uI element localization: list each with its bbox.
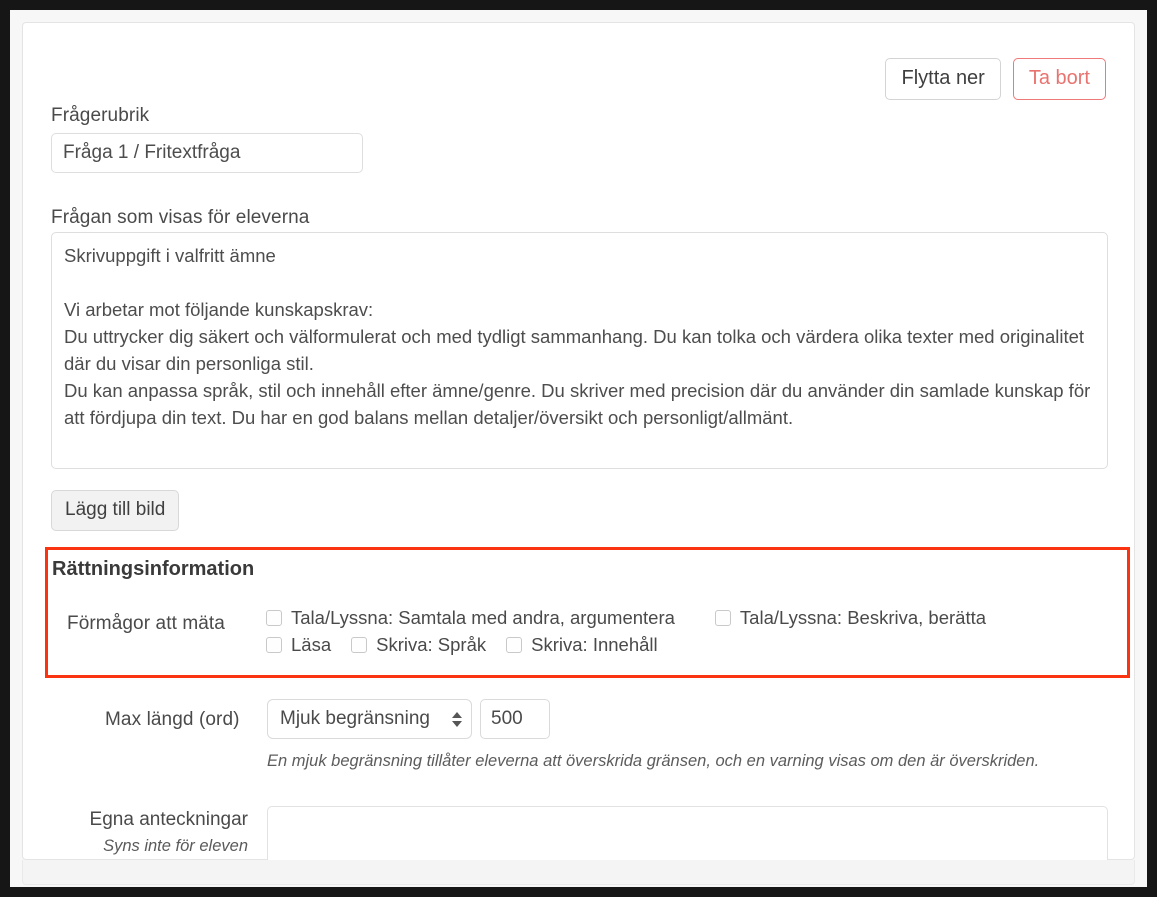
max-length-label: Max längd (ord) <box>105 709 240 730</box>
question-body-textarea[interactable] <box>51 232 1108 469</box>
checkbox-label: Tala/Lyssna: Beskriva, berätta <box>739 607 987 628</box>
card-footer <box>22 860 1135 885</box>
checkbox-tala-lyssna-samtala[interactable] <box>266 607 675 629</box>
page-background <box>10 10 1147 887</box>
stepper-arrows-icon[interactable] <box>452 712 462 727</box>
max-length-helper-text: En mjuk begränsning tillåter eleverna att överskrida gränsen, och en varning visas om den är överskriden. <box>267 752 1040 770</box>
grading-section-heading: Rättningsinformation <box>52 558 255 580</box>
checkbox-tala-lyssna-beskriva[interactable] <box>715 607 986 629</box>
checkbox-label: Läsa <box>291 634 332 655</box>
checkbox-lasa[interactable] <box>266 634 331 656</box>
question-title-input[interactable] <box>51 133 363 173</box>
notes-label: Egna anteckningar <box>89 809 248 830</box>
question-card <box>22 22 1135 860</box>
checkbox-skriva-sprak[interactable] <box>351 634 486 656</box>
checkbox-icon[interactable] <box>266 637 282 653</box>
move-down-button[interactable]: Flytta ner <box>885 58 1000 100</box>
abilities-label: Förmågor att mäta <box>67 613 225 634</box>
checkbox-icon[interactable] <box>266 610 282 626</box>
question-title-label: Frågerubrik <box>51 105 150 126</box>
limit-type-select[interactable] <box>267 699 472 739</box>
limit-type-value: Mjuk begränsning <box>280 708 430 729</box>
checkbox-label: Skriva: Innehåll <box>531 634 658 655</box>
delete-button[interactable]: Ta bort <box>1013 58 1106 100</box>
abilities-checkbox-group <box>266 607 1106 661</box>
checkbox-icon[interactable] <box>351 637 367 653</box>
checkbox-label: Tala/Lyssna: Samtala med andra, argumentera <box>291 607 675 628</box>
notes-sublabel: Syns inte för eleven <box>103 837 248 855</box>
abilities-row-1 <box>266 607 1106 634</box>
question-body-label: Frågan som visas för eleverna <box>51 207 310 228</box>
checkbox-skriva-innehall[interactable] <box>506 634 657 656</box>
abilities-row-2 <box>266 634 1106 661</box>
add-image-button[interactable]: Lägg till bild <box>51 490 179 531</box>
question-toolbar <box>885 58 1106 100</box>
checkbox-label: Skriva: Språk <box>376 634 487 655</box>
max-length-input[interactable] <box>480 699 550 739</box>
checkbox-icon[interactable] <box>506 637 522 653</box>
checkbox-icon[interactable] <box>715 610 731 626</box>
